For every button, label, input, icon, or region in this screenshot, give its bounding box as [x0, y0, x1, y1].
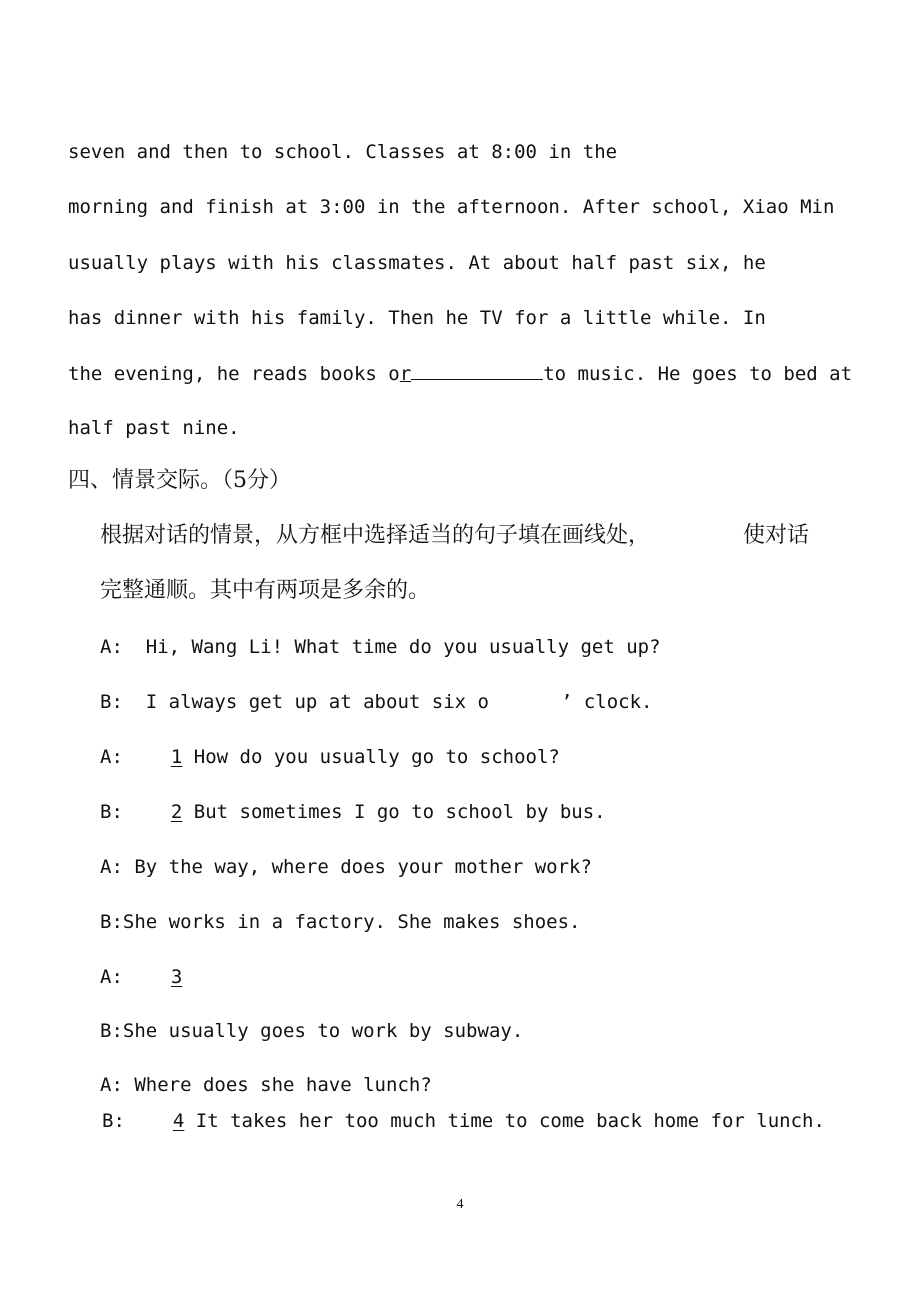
- dialogue-text: I always get up at about six o: [145, 691, 489, 713]
- section-instruction-1: 根据对话的情景，从方框中选择适当的句子填在画线处，: [100, 523, 651, 548]
- dialogue-line: [100, 910, 580, 934]
- blank-number[interactable]: 1: [170, 746, 183, 768]
- answer-blank[interactable]: [411, 361, 543, 380]
- dialogue-text-tail: ’ clock.: [560, 691, 653, 713]
- passage-line-5: [68, 361, 852, 386]
- speaker-label: B:: [100, 801, 123, 823]
- section-instruction-2: 完整通顺。其中有两项是多余的。: [100, 578, 431, 603]
- speaker-label: B:: [102, 1110, 125, 1132]
- dialogue-text: By the way, where does your mother work?: [134, 856, 592, 878]
- section-heading: 四、情景交际。（5分）: [68, 468, 291, 493]
- dialogue-text: How do you usually go to school?: [193, 746, 560, 768]
- dialogue-line: [100, 965, 182, 989]
- dialogue-line: [102, 1109, 825, 1133]
- blank-number[interactable]: 2: [170, 801, 183, 823]
- passage-line-1: seven and then to school. Classes at 8:00 in the: [68, 141, 618, 163]
- speaker-label: A:: [100, 1074, 123, 1096]
- dialogue-text: Hi, Wang Li! What time do you usually get up?: [145, 636, 661, 658]
- speaker-label: A:: [100, 966, 123, 988]
- dialogue-line: [100, 745, 560, 769]
- dialogue-line: [100, 635, 661, 659]
- speaker-label: A:: [100, 856, 123, 878]
- passage-line-3: usually plays with his classmates. At about half past six, he: [68, 252, 766, 274]
- speaker-label: B:: [100, 1020, 123, 1042]
- dialogue-text: Where does she have lunch?: [134, 1074, 432, 1096]
- dialogue-line: [100, 855, 592, 879]
- page-number: 4: [456, 1197, 464, 1212]
- speaker-label: B:: [100, 691, 123, 713]
- dialogue-line: [100, 1073, 432, 1097]
- dialogue-line: [100, 690, 652, 714]
- passage-line-5-r: r: [399, 363, 412, 385]
- passage-line-4: has dinner with his family. Then he TV for a little while. In: [68, 307, 766, 329]
- speaker-label: B:: [100, 911, 123, 933]
- blank-number[interactable]: 3: [170, 966, 183, 988]
- section-instruction-1b: 使对话: [743, 523, 810, 548]
- passage-line-6: half past nine.: [68, 417, 240, 439]
- dialogue-line: [100, 800, 606, 824]
- dialogue-line: [100, 1019, 523, 1043]
- speaker-label: A:: [100, 746, 123, 768]
- dialogue-text: She usually goes to work by subway.: [122, 1020, 524, 1042]
- dialogue-text: She works in a factory. She makes shoes.: [122, 911, 581, 933]
- dialogue-text: But sometimes I go to school by bus.: [193, 801, 606, 823]
- dialogue-text: It takes her too much time to come back home for lunch.: [195, 1110, 825, 1132]
- speaker-label: A:: [100, 636, 123, 658]
- passage-line-2: morning and finish at 3:00 in the afternoon. After school, Xiao Min: [68, 196, 835, 218]
- passage-line-5-start: the evening, he reads books o: [68, 363, 400, 385]
- passage-line-5-end: to music. He goes to bed at: [543, 363, 853, 385]
- blank-number[interactable]: 4: [172, 1110, 185, 1132]
